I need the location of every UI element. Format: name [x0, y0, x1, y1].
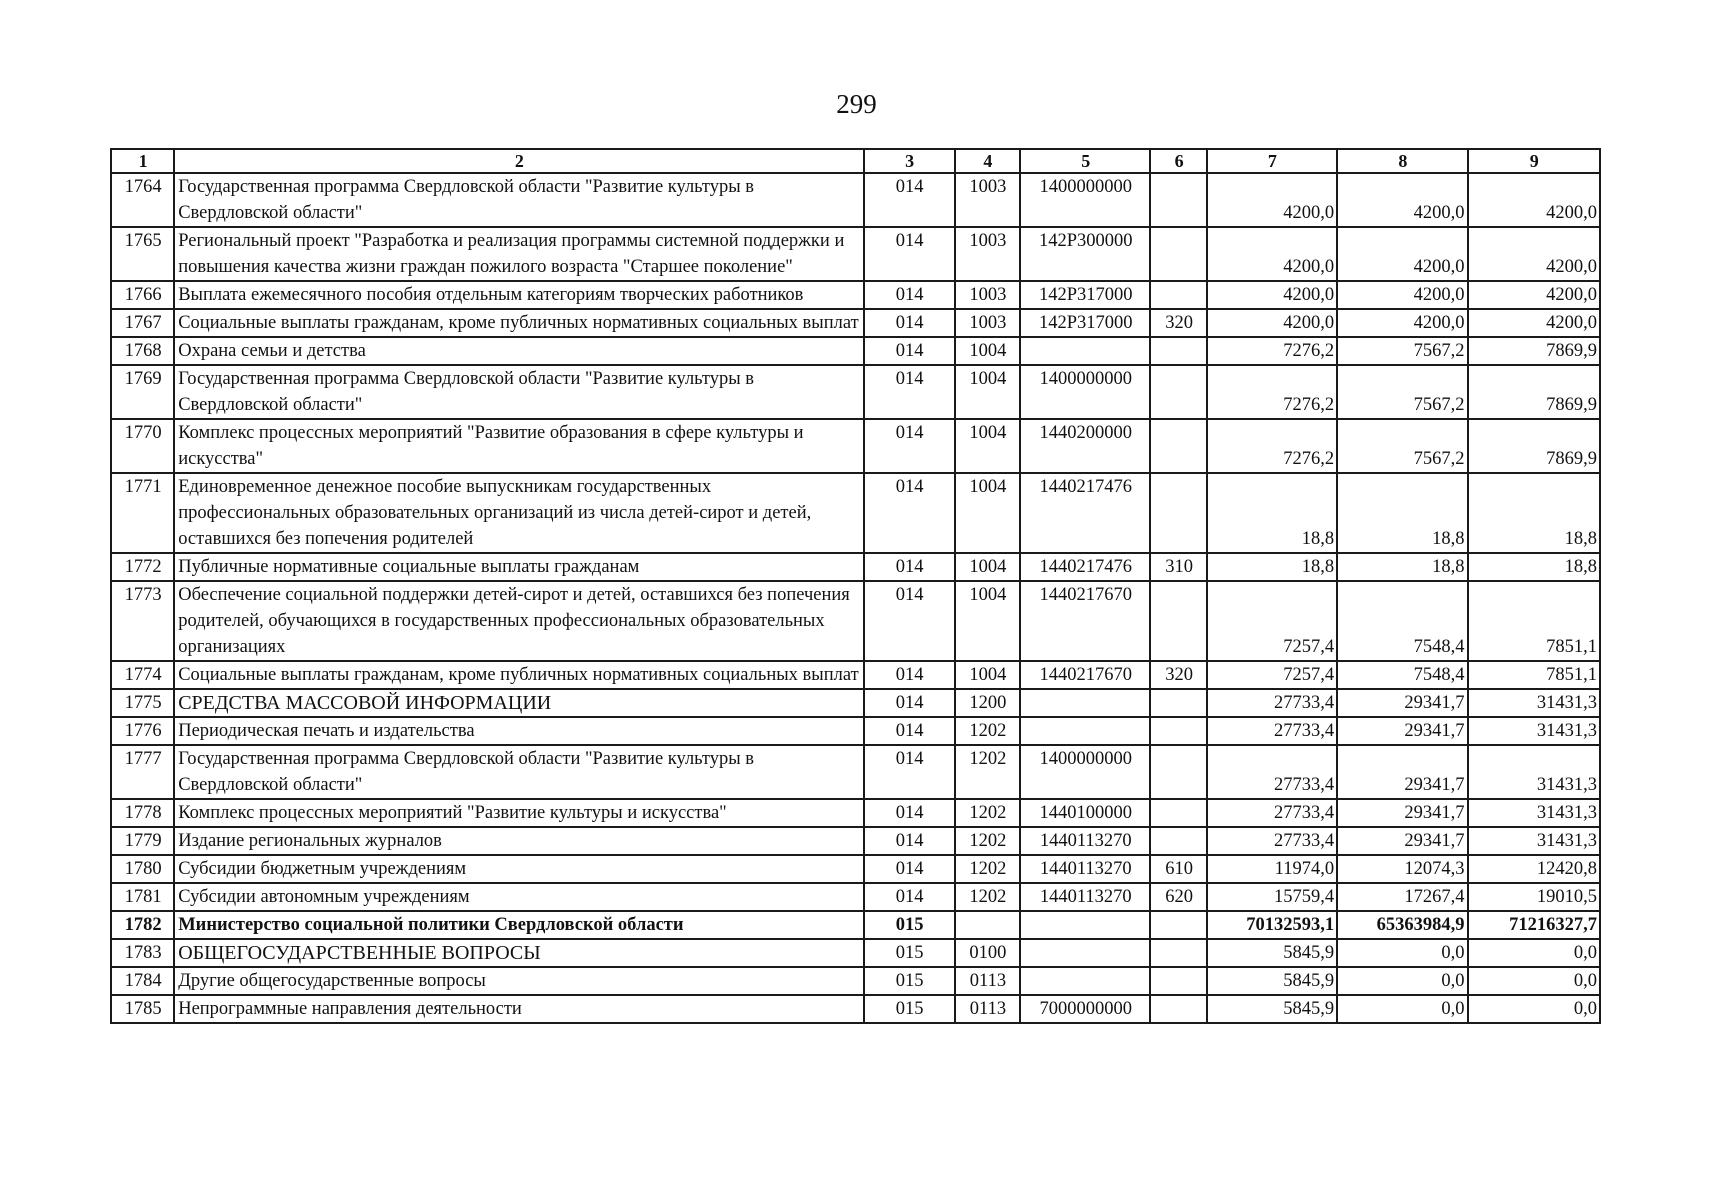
row-number: 1773 [111, 581, 174, 661]
code-col6 [1150, 911, 1206, 939]
value-col8: 18,8 [1337, 553, 1467, 581]
table-row [111, 337, 1600, 365]
value-col9: 71216327,7 [1468, 911, 1600, 939]
row-name: Министерство социальной политики Свердловской области [174, 911, 863, 939]
table-row [111, 883, 1600, 911]
column-header: 2 [174, 149, 863, 173]
code-col6 [1150, 473, 1206, 553]
row-number: 1770 [111, 419, 174, 473]
value-col8: 4200,0 [1337, 309, 1467, 337]
value-col7: 27733,4 [1207, 799, 1337, 827]
table-row [111, 855, 1600, 883]
value-col7: 7257,4 [1207, 661, 1337, 689]
row-name: Социальные выплаты гражданам, кроме публичных нормативных социальных выплат [174, 661, 863, 689]
row-name: Непрограммные направления деятельности [174, 995, 863, 1023]
code-col5: 1400000000 [1020, 173, 1150, 227]
row-name: Обеспечение социальной поддержки детей-сирот и детей, оставшихся без попечения родителей, обучающихся в государственных профессиональных образовательных организациях [174, 581, 863, 661]
code-col4: 1200 [955, 689, 1020, 717]
code-col4: 1004 [955, 581, 1020, 661]
row-number: 1779 [111, 827, 174, 855]
code-col3: 015 [864, 995, 955, 1023]
row-name: Комплекс процессных мероприятий "Развитие образования в сфере культуры и искусства" [174, 419, 863, 473]
code-col6: 620 [1150, 883, 1206, 911]
table-row [111, 799, 1600, 827]
value-col9: 31431,3 [1468, 689, 1600, 717]
budget-table [110, 148, 1601, 1024]
code-col4: 0113 [955, 995, 1020, 1023]
column-header: 6 [1150, 149, 1206, 173]
table-row [111, 227, 1600, 281]
code-col3: 014 [864, 883, 955, 911]
value-col8: 29341,7 [1337, 717, 1467, 745]
row-name: Другие общегосударственные вопросы [174, 967, 863, 995]
column-header: 7 [1207, 149, 1337, 173]
code-col5: 1440217670 [1020, 661, 1150, 689]
code-col4: 1004 [955, 337, 1020, 365]
value-col7: 4200,0 [1207, 309, 1337, 337]
value-col9: 4200,0 [1468, 173, 1600, 227]
value-col8: 7567,2 [1337, 419, 1467, 473]
row-number: 1785 [111, 995, 174, 1023]
code-col4: 1003 [955, 309, 1020, 337]
value-col7: 7257,4 [1207, 581, 1337, 661]
value-col9: 31431,3 [1468, 799, 1600, 827]
value-col7: 7276,2 [1207, 365, 1337, 419]
value-col7: 5845,9 [1207, 995, 1337, 1023]
code-col4: 1202 [955, 827, 1020, 855]
value-col7: 7276,2 [1207, 419, 1337, 473]
code-col3: 014 [864, 173, 955, 227]
code-col3: 014 [864, 581, 955, 661]
code-col3: 014 [864, 799, 955, 827]
value-col9: 4200,0 [1468, 309, 1600, 337]
value-col9: 19010,5 [1468, 883, 1600, 911]
code-col6 [1150, 173, 1206, 227]
row-number: 1778 [111, 799, 174, 827]
row-name: Комплекс процессных мероприятий "Развитие культуры и искусства" [174, 799, 863, 827]
row-number: 1780 [111, 855, 174, 883]
code-col5: 1440200000 [1020, 419, 1150, 473]
value-col9: 4200,0 [1468, 227, 1600, 281]
value-col7: 27733,4 [1207, 827, 1337, 855]
row-name: Охрана семьи и детства [174, 337, 863, 365]
value-col8: 4200,0 [1337, 173, 1467, 227]
table-row [111, 717, 1600, 745]
column-header: 5 [1020, 149, 1150, 173]
code-col3: 014 [864, 365, 955, 419]
code-col6 [1150, 717, 1206, 745]
table-row [111, 745, 1600, 799]
value-col7: 5845,9 [1207, 939, 1337, 967]
column-header: 8 [1337, 149, 1467, 173]
value-col9: 4200,0 [1468, 281, 1600, 309]
value-col7: 11974,0 [1207, 855, 1337, 883]
table-row [111, 661, 1600, 689]
value-col7: 27733,4 [1207, 745, 1337, 799]
code-col5: 1440217670 [1020, 581, 1150, 661]
table-row [111, 911, 1600, 939]
table-row [111, 827, 1600, 855]
code-col6: 320 [1150, 661, 1206, 689]
code-col5: 142P317000 [1020, 309, 1150, 337]
code-col3: 014 [864, 309, 955, 337]
row-number: 1782 [111, 911, 174, 939]
code-col6 [1150, 799, 1206, 827]
value-col8: 4200,0 [1337, 281, 1467, 309]
row-name: Субсидии бюджетным учреждениям [174, 855, 863, 883]
code-col3: 014 [864, 337, 955, 365]
value-col7: 70132593,1 [1207, 911, 1337, 939]
row-number: 1775 [111, 689, 174, 717]
value-col8: 29341,7 [1337, 799, 1467, 827]
code-col4: 1004 [955, 419, 1020, 473]
row-name: Публичные нормативные социальные выплаты гражданам [174, 553, 863, 581]
code-col6 [1150, 337, 1206, 365]
value-col9: 18,8 [1468, 473, 1600, 553]
value-col8: 29341,7 [1337, 745, 1467, 799]
row-number: 1767 [111, 309, 174, 337]
row-number: 1777 [111, 745, 174, 799]
value-col9: 0,0 [1468, 939, 1600, 967]
code-col3: 014 [864, 689, 955, 717]
row-name: Социальные выплаты гражданам, кроме публичных нормативных социальных выплат [174, 309, 863, 337]
code-col6: 320 [1150, 309, 1206, 337]
column-header: 4 [955, 149, 1020, 173]
code-col5 [1020, 337, 1150, 365]
row-number: 1769 [111, 365, 174, 419]
row-name: Выплата ежемесячного пособия отдельным категориям творческих работников [174, 281, 863, 309]
code-col4: 1202 [955, 883, 1020, 911]
row-name: Региональный проект "Разработка и реализация программы системной поддержки и повышения качества жизни граждан пожилого возраста "Старшее поколение" [174, 227, 863, 281]
code-col6 [1150, 967, 1206, 995]
table-row [111, 939, 1600, 967]
row-name: СРЕДСТВА МАССОВОЙ ИНФОРМАЦИИ [174, 689, 863, 717]
header-row [111, 149, 1600, 173]
row-number: 1772 [111, 553, 174, 581]
column-header: 9 [1468, 149, 1600, 173]
value-col9: 0,0 [1468, 967, 1600, 995]
code-col3: 014 [864, 661, 955, 689]
table-row [111, 419, 1600, 473]
code-col5: 7000000000 [1020, 995, 1150, 1023]
table-row [111, 173, 1600, 227]
row-number: 1766 [111, 281, 174, 309]
row-name: Единовременное денежное пособие выпускникам государственных профессиональных образовательных организаций из числа детей-сирот и детей, оставшихся без попечения родителей [174, 473, 863, 553]
table-row [111, 553, 1600, 581]
row-number: 1783 [111, 939, 174, 967]
table-row [111, 995, 1600, 1023]
code-col5: 1400000000 [1020, 365, 1150, 419]
table-row [111, 365, 1600, 419]
code-col4: 1202 [955, 745, 1020, 799]
row-name: Издание региональных журналов [174, 827, 863, 855]
code-col4: 1004 [955, 365, 1020, 419]
value-col8: 0,0 [1337, 967, 1467, 995]
value-col9: 7869,9 [1468, 419, 1600, 473]
value-col8: 7548,4 [1337, 581, 1467, 661]
code-col4: 1003 [955, 173, 1020, 227]
code-col4: 1004 [955, 553, 1020, 581]
row-number: 1784 [111, 967, 174, 995]
code-col5 [1020, 689, 1150, 717]
code-col6 [1150, 689, 1206, 717]
value-col9: 7869,9 [1468, 365, 1600, 419]
column-header: 3 [864, 149, 955, 173]
code-col3: 014 [864, 227, 955, 281]
row-name: ОБЩЕГОСУДАРСТВЕННЫЕ ВОПРОСЫ [174, 939, 863, 967]
code-col6 [1150, 995, 1206, 1023]
code-col6 [1150, 745, 1206, 799]
value-col8: 4200,0 [1337, 227, 1467, 281]
code-col5: 1440113270 [1020, 827, 1150, 855]
value-col8: 7567,2 [1337, 337, 1467, 365]
code-col6: 310 [1150, 553, 1206, 581]
code-col3: 014 [864, 281, 955, 309]
row-number: 1774 [111, 661, 174, 689]
code-col6 [1150, 827, 1206, 855]
code-col4: 1004 [955, 473, 1020, 553]
code-col5: 1440113270 [1020, 883, 1150, 911]
code-col5 [1020, 967, 1150, 995]
code-col3: 014 [864, 745, 955, 799]
value-col9: 7869,9 [1468, 337, 1600, 365]
table-row [111, 581, 1600, 661]
code-col4: 1202 [955, 717, 1020, 745]
value-col8: 29341,7 [1337, 689, 1467, 717]
code-col4: 0100 [955, 939, 1020, 967]
code-col4: 1202 [955, 855, 1020, 883]
value-col9: 31431,3 [1468, 827, 1600, 855]
value-col8: 65363984,9 [1337, 911, 1467, 939]
code-col3: 014 [864, 827, 955, 855]
row-name: Государственная программа Свердловской области "Развитие культуры в Свердловской области" [174, 745, 863, 799]
value-col9: 0,0 [1468, 995, 1600, 1023]
code-col4: 1003 [955, 227, 1020, 281]
code-col3: 014 [864, 717, 955, 745]
code-col5: 142P317000 [1020, 281, 1150, 309]
value-col7: 18,8 [1207, 473, 1337, 553]
code-col3: 014 [864, 473, 955, 553]
value-col7: 27733,4 [1207, 717, 1337, 745]
code-col6 [1150, 227, 1206, 281]
row-number: 1764 [111, 173, 174, 227]
code-col3: 015 [864, 967, 955, 995]
code-col5: 1440217476 [1020, 553, 1150, 581]
code-col3: 014 [864, 855, 955, 883]
value-col8: 12074,3 [1337, 855, 1467, 883]
row-number: 1771 [111, 473, 174, 553]
value-col8: 17267,4 [1337, 883, 1467, 911]
value-col9: 7851,1 [1468, 581, 1600, 661]
row-name: Государственная программа Свердловской области "Развитие культуры в Свердловской области" [174, 173, 863, 227]
code-col5: 142P300000 [1020, 227, 1150, 281]
code-col5 [1020, 939, 1150, 967]
value-col8: 0,0 [1337, 995, 1467, 1023]
value-col7: 4200,0 [1207, 173, 1337, 227]
row-number: 1776 [111, 717, 174, 745]
code-col6 [1150, 939, 1206, 967]
value-col8: 18,8 [1337, 473, 1467, 553]
code-col6 [1150, 581, 1206, 661]
value-col9: 31431,3 [1468, 717, 1600, 745]
code-col4: 1202 [955, 799, 1020, 827]
page-number: 299 [836, 89, 877, 119]
value-col8: 7548,4 [1337, 661, 1467, 689]
code-col3: 015 [864, 939, 955, 967]
value-col7: 18,8 [1207, 553, 1337, 581]
value-col7: 4200,0 [1207, 227, 1337, 281]
row-name: Государственная программа Свердловской области "Развитие культуры в Свердловской области" [174, 365, 863, 419]
table-row [111, 967, 1600, 995]
code-col5 [1020, 911, 1150, 939]
code-col5 [1020, 717, 1150, 745]
row-name: Периодическая печать и издательства [174, 717, 863, 745]
row-number: 1781 [111, 883, 174, 911]
code-col5: 1440217476 [1020, 473, 1150, 553]
value-col7: 4200,0 [1207, 281, 1337, 309]
code-col5: 1400000000 [1020, 745, 1150, 799]
value-col9: 7851,1 [1468, 661, 1600, 689]
row-number: 1768 [111, 337, 174, 365]
value-col8: 0,0 [1337, 939, 1467, 967]
value-col9: 12420,8 [1468, 855, 1600, 883]
column-header: 1 [111, 149, 174, 173]
value-col7: 7276,2 [1207, 337, 1337, 365]
code-col4: 0113 [955, 967, 1020, 995]
table-row [111, 689, 1600, 717]
code-col5: 1440100000 [1020, 799, 1150, 827]
value-col8: 29341,7 [1337, 827, 1467, 855]
value-col7: 15759,4 [1207, 883, 1337, 911]
code-col6 [1150, 419, 1206, 473]
row-number: 1765 [111, 227, 174, 281]
code-col4: 1003 [955, 281, 1020, 309]
table-row [111, 473, 1600, 553]
code-col3: 014 [864, 553, 955, 581]
row-name: Субсидии автономным учреждениям [174, 883, 863, 911]
value-col7: 27733,4 [1207, 689, 1337, 717]
value-col8: 7567,2 [1337, 365, 1467, 419]
table-row [111, 281, 1600, 309]
code-col6: 610 [1150, 855, 1206, 883]
code-col3: 014 [864, 419, 955, 473]
code-col6 [1150, 365, 1206, 419]
table-row [111, 309, 1600, 337]
code-col4: 1004 [955, 661, 1020, 689]
code-col5: 1440113270 [1020, 855, 1150, 883]
value-col9: 31431,3 [1468, 745, 1600, 799]
code-col3: 015 [864, 911, 955, 939]
value-col9: 18,8 [1468, 553, 1600, 581]
value-col7: 5845,9 [1207, 967, 1337, 995]
code-col6 [1150, 281, 1206, 309]
code-col4 [955, 911, 1020, 939]
